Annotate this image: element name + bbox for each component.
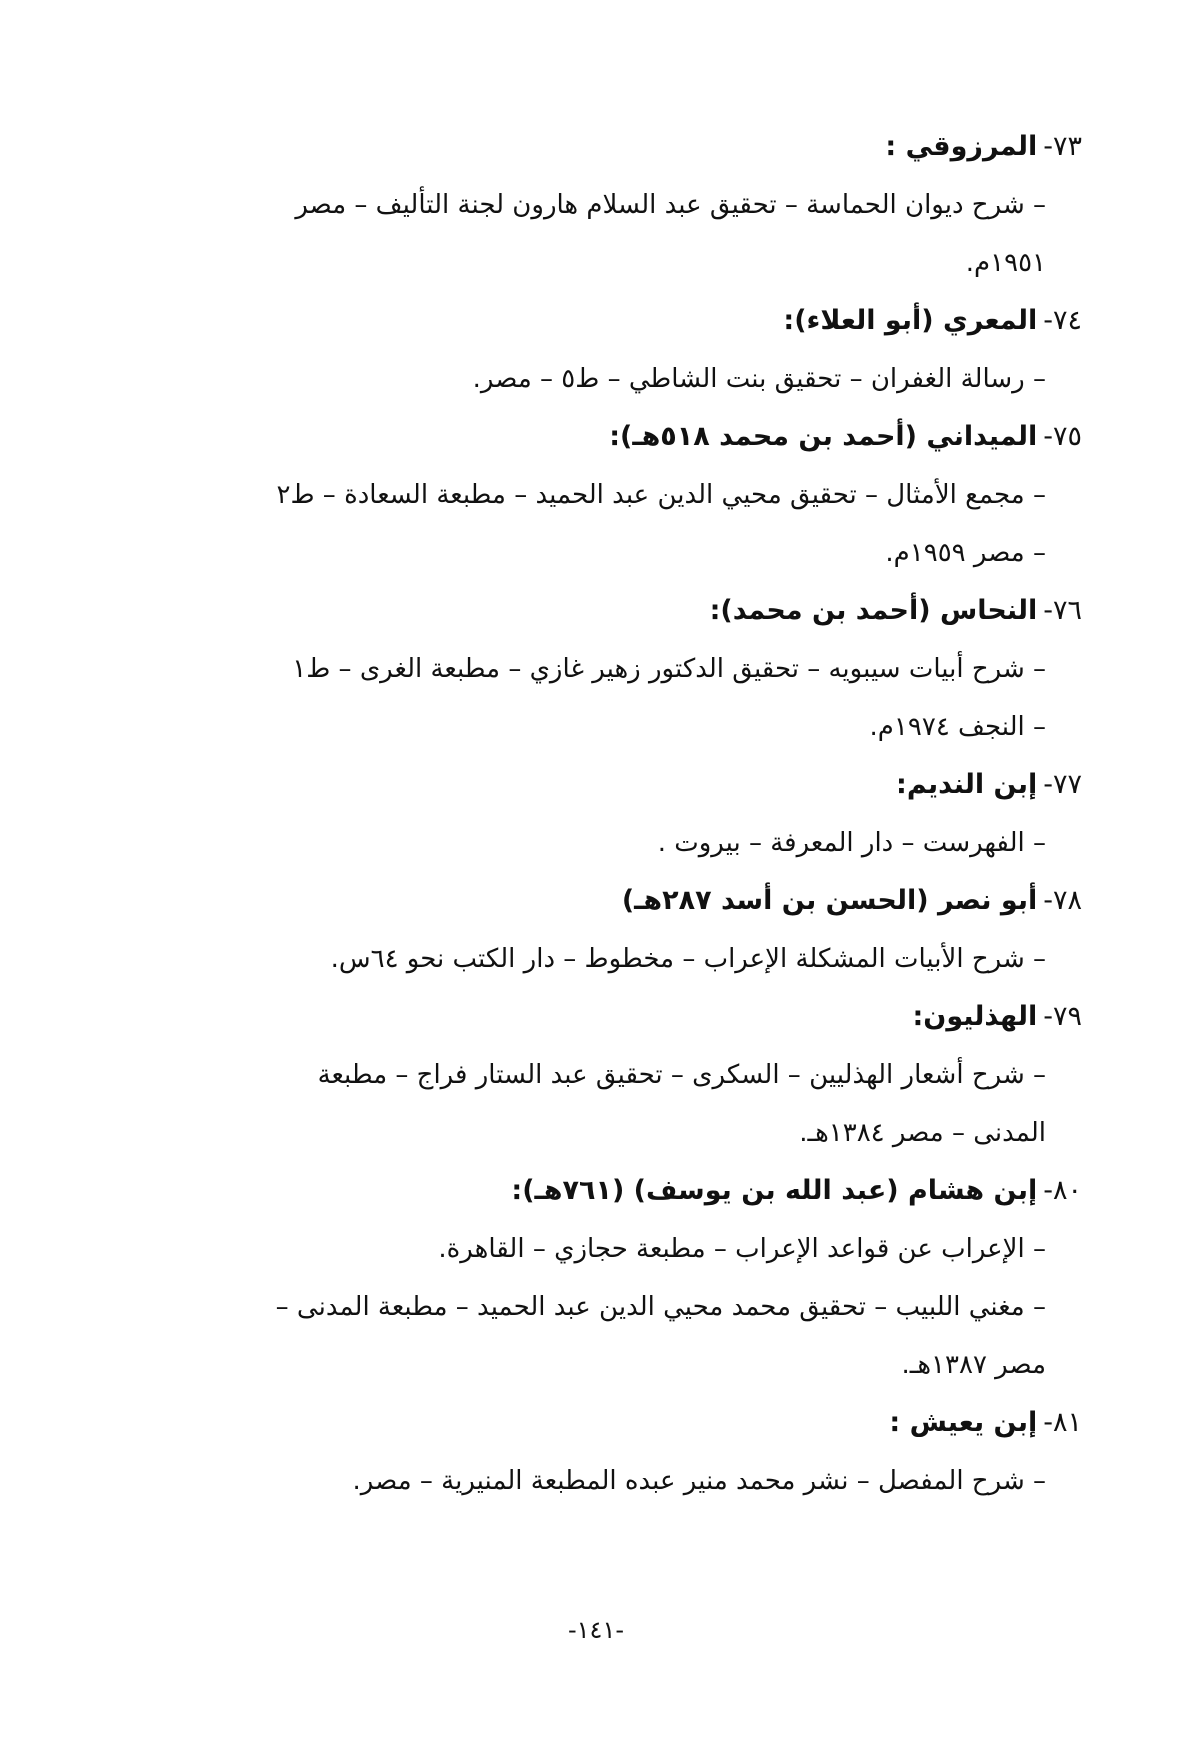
- entry-number: ٧٧-: [1043, 769, 1082, 800]
- entry-heading: [100, 988, 1082, 1046]
- entry-author: إبن يعيش :: [889, 1407, 1038, 1438]
- entry-author: أبو نصر (الحسن بن أسد ٢٨٧هـ): [621, 885, 1038, 916]
- entry-line: – شرح الأبيات المشكلة الإعراب – مخطوط – دار الكتب نحو ٦٤س.: [330, 944, 1046, 974]
- entry-heading: [100, 408, 1082, 466]
- entry-line: – مجمع الأمثال – تحقيق محيي الدين عبد الحميد – مطبعة السعادة – ط٢: [276, 480, 1046, 510]
- entry-line: المدنى – مصر ١٣٨٤هـ.: [799, 1118, 1046, 1148]
- bibliography-entry-79: [100, 988, 1082, 1162]
- entry-number: ٧٤-: [1043, 305, 1082, 336]
- entry-heading: [100, 1394, 1082, 1452]
- entry-line: – النجف ١٩٧٤م.: [869, 712, 1046, 742]
- entry-author: إبن النديم:: [896, 769, 1038, 800]
- entry-author: الهذليون:: [912, 1001, 1038, 1032]
- entry-heading: [100, 292, 1082, 350]
- entry-heading: [100, 118, 1082, 176]
- entry-line: – شرح أشعار الهذليين – السكرى – تحقيق عبد الستار فراج – مطبعة: [317, 1060, 1046, 1090]
- bibliography-entry-76: [100, 582, 1082, 756]
- entry-number: ٨٠-: [1043, 1175, 1082, 1206]
- entry-line: – شرح ديوان الحماسة – تحقيق عبد السلام هارون لجنة التأليف – مصر: [295, 190, 1046, 220]
- entry-line: – شرح أبيات سيبويه – تحقيق الدكتور زهير غازي – مطبعة الغرى – ط١: [292, 654, 1046, 684]
- entry-number: ٧٨-: [1043, 885, 1082, 916]
- entry-heading: [100, 756, 1082, 814]
- entry-heading: [100, 1162, 1082, 1220]
- entry-heading: [100, 582, 1082, 640]
- entry-line: – الفهرست – دار المعرفة – بيروت .: [657, 828, 1046, 858]
- entry-number: ٧٣-: [1043, 131, 1082, 162]
- entry-line: ١٩٥١م.: [965, 248, 1046, 278]
- entry-line: – رسالة الغفران – تحقيق بنت الشاطي – ط٥ – مصر.: [472, 364, 1046, 394]
- entry-number: ٧٥-: [1043, 421, 1082, 452]
- entry-number: ٧٩-: [1043, 1001, 1082, 1032]
- entry-heading: [100, 872, 1082, 930]
- bibliography-entry-81: [100, 1394, 1082, 1510]
- bibliography-entry-74: [100, 292, 1082, 408]
- bibliography-entry-78: [100, 872, 1082, 988]
- entry-author: الميداني (أحمد بن محمد ٥١٨هـ):: [609, 421, 1038, 452]
- bibliography-entry-73: [100, 118, 1082, 292]
- entry-number: ٧٦-: [1043, 595, 1082, 626]
- entry-line: – شرح المفصل – نشر محمد منير عبده المطبعة المنيرية – مصر.: [352, 1466, 1046, 1496]
- entry-line: – الإعراب عن قواعد الإعراب – مطبعة حجازي – القاهرة.: [438, 1234, 1046, 1264]
- entry-author: المعري (أبو العلاء):: [783, 305, 1038, 336]
- entry-line: – مصر ١٩٥٩م.: [885, 538, 1046, 568]
- entry-line: مصر ١٣٨٧هـ.: [901, 1350, 1046, 1380]
- entry-number: ٨١-: [1043, 1407, 1082, 1438]
- bibliography-entry-75: [100, 408, 1082, 582]
- bibliography-entry-77: [100, 756, 1082, 872]
- entry-author: النحاس (أحمد بن محمد):: [709, 595, 1038, 626]
- entry-author: المرزوقي :: [885, 131, 1038, 162]
- entry-line: – مغني اللبيب – تحقيق محمد محيي الدين عبد الحميد – مطبعة المدنى –: [275, 1292, 1046, 1322]
- page-number: -١٤١-: [567, 1616, 624, 1644]
- entry-author: إبن هشام (عبد الله بن يوسف) (٧٦١هـ):: [511, 1175, 1038, 1206]
- bibliography-entry-80: [100, 1162, 1082, 1394]
